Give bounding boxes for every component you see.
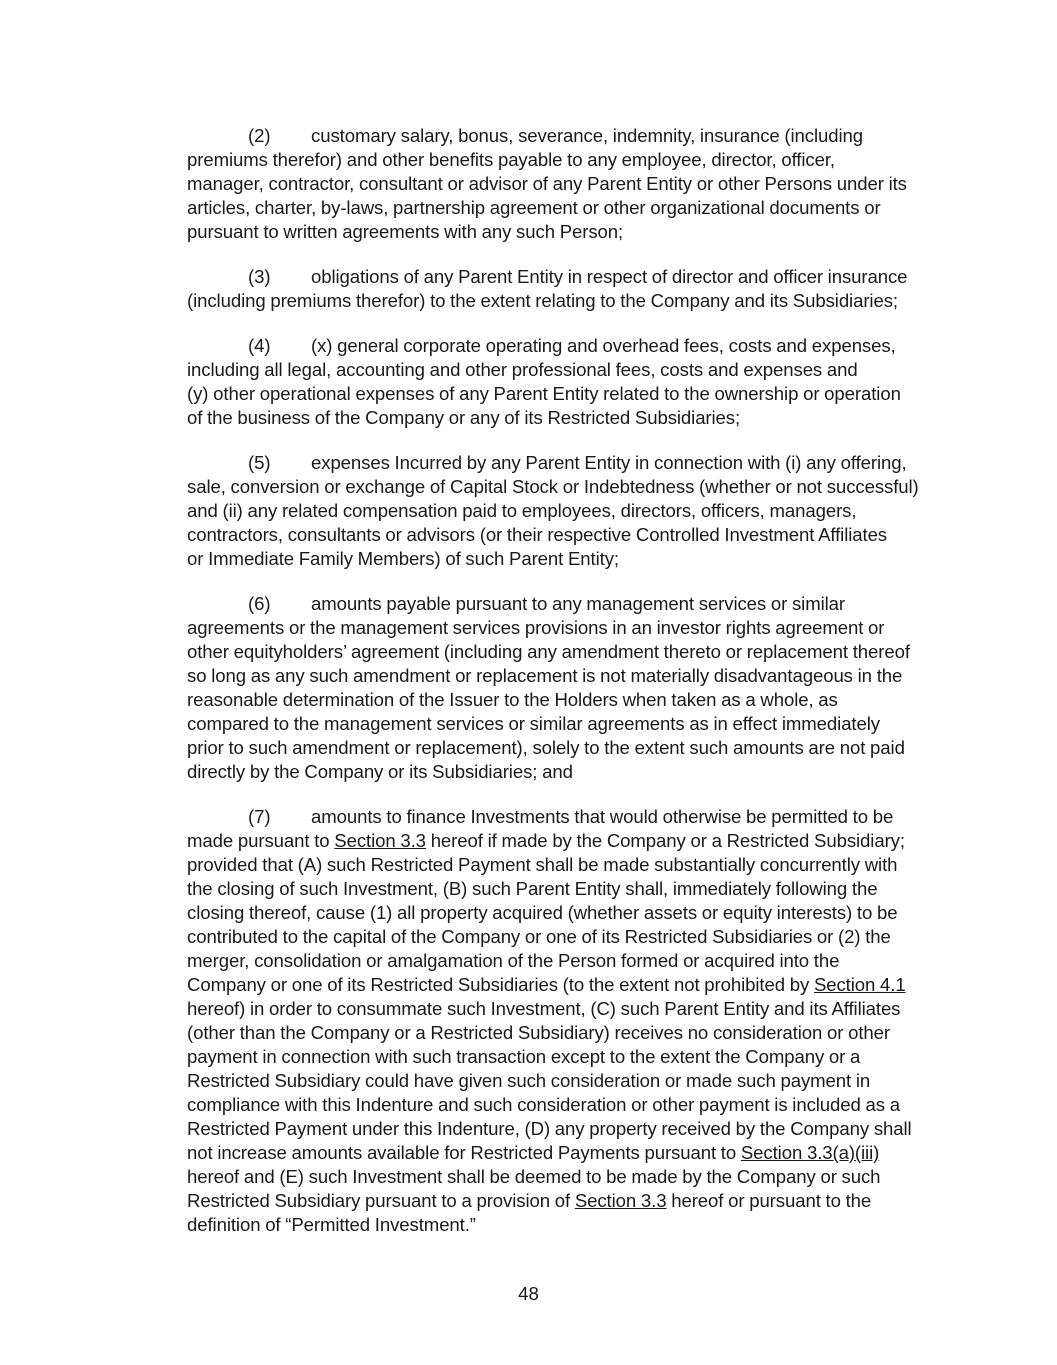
document-page [187,124,937,1258]
clause-text-line: so long as any such amendment or replacement is not materially disadvantageous in the [187,665,903,686]
clause-text-line: manager, contractor, consultant or advisor of any Parent Entity or other Persons under its [187,173,907,194]
clause-text-line: made pursuant to Section 3.3 hereof if made by the Company or a Restricted Subsidiary; [187,830,905,851]
clause-text-line: of the business of the Company or any of its Restricted Subsidiaries; [187,407,741,428]
clause-text-line: prior to such amendment or replacement), solely to the extent such amounts are not paid [187,737,905,758]
clause-2 [187,124,937,244]
clause-text-line: Company or one of its Restricted Subsidiaries (to the extent not prohibited by Section 4.1 [187,974,906,995]
clause-text-line: hereof and (E) such Investment shall be deemed to be made by the Company or such [187,1166,881,1187]
clause-number: (3) [248,266,271,287]
clause-text-line: amounts payable pursuant to any management services or similar [311,593,845,614]
clause-text-line: articles, charter, by-laws, partnership agreement or other organizational documents or [187,197,881,218]
section-reference-link[interactable]: Section 4.1 [813,974,906,995]
clause-text-line: closing thereof, cause (1) all property acquired (whether assets or equity interests) to be [187,902,898,923]
clause-number: (2) [248,125,271,146]
clause-text-line: directly by the Company or its Subsidiaries; and [187,761,573,782]
clause-text-line: payment in connection with such transaction except to the extent the Company or a [187,1046,861,1067]
clause-number: (4) [248,335,271,356]
clause-text-line: customary salary, bonus, severance, indemnity, insurance (including [311,125,863,146]
clause-text-line: and (ii) any related compensation paid to employees, directors, officers, managers, [187,500,857,521]
clause-7 [187,805,937,1237]
clause-text-line: not increase amounts available for Restricted Payments pursuant to Section 3.3(a)(iii) [187,1142,880,1163]
clause-text-line: (including premiums therefor) to the extent relating to the Company and its Subsidiaries; [187,290,898,311]
clause-text-line: Restricted Subsidiary pursuant to a provision of Section 3.3 hereof or pursuant to the [187,1190,872,1211]
clause-text-line: amounts to finance Investments that would otherwise be permitted to be [311,806,894,827]
clause-text-line: compared to the management services or similar agreements as in effect immediately [187,713,880,734]
clause-text-line: reasonable determination of the Issuer to the Holders when taken as a whole, as [187,689,838,710]
clause-5 [187,451,937,571]
clause-text-line: Restricted Subsidiary could have given such consideration or made such payment in [187,1070,871,1091]
clause-text-line: expenses Incurred by any Parent Entity in connection with (i) any offering, [311,452,907,473]
clause-6 [187,592,937,784]
clause-text-line: hereof) in order to consummate such Investment, (C) such Parent Entity and its Affiliates [187,998,901,1019]
clause-text-line: compliance with this Indenture and such consideration or other payment is included as a [187,1094,900,1115]
page-number: 48 [518,1283,539,1304]
clause-text-line: obligations of any Parent Entity in respect of director and officer insurance [311,266,908,287]
clause-text-line: the closing of such Investment, (B) such Parent Entity shall, immediately following the [187,878,878,899]
clause-4 [187,334,937,430]
clause-text-line: pursuant to written agreements with any such Person; [187,221,624,242]
clause-text-line: (x) general corporate operating and overhead fees, costs and expenses, [311,335,896,356]
clause-text-line: contributed to the capital of the Company or one of its Restricted Subsidiaries or (2) the [187,926,891,947]
clause-text-line: agreements or the management services provisions in an investor rights agreement or [187,617,885,638]
clause-number: (5) [248,452,271,473]
clause-3 [187,265,937,313]
clause-text-line: Restricted Payment under this Indenture, (D) any property received by the Company shall [187,1118,912,1139]
clause-text-line: (y) other operational expenses of any Parent Entity related to the ownership or operation [187,383,901,404]
clause-number: (6) [248,593,271,614]
section-reference-link[interactable]: Section 3.3 [334,830,426,851]
clause-text-line: (other than the Company or a Restricted Subsidiary) receives no consideration or other [187,1022,890,1043]
clause-text-line: contractors, consultants or advisors (or their respective Controlled Investment Affiliates [187,524,888,545]
clause-text-line: provided that (A) such Restricted Payment shall be made substantially concurrently with [187,854,898,875]
clause-text-line: including all legal, accounting and other professional fees, costs and expenses and [187,359,858,380]
clause-text-line: definition of “Permitted Investment.” [187,1214,476,1235]
clause-number: (7) [248,806,271,827]
section-reference-link[interactable]: Section 3.3 [574,1190,667,1211]
clause-text-line: other equityholders’ agreement (including any amendment thereto or replacement thereof [187,641,910,662]
clause-text-line: premiums therefor) and other benefits payable to any employee, director, officer, [187,149,835,170]
clause-text-line: or Immediate Family Members) of such Parent Entity; [187,548,619,569]
clause-text-line: merger, consolidation or amalgamation of the Person formed or acquired into the [187,950,840,971]
clause-text-line: sale, conversion or exchange of Capital Stock or Indebtedness (whether or not successful) [187,476,919,497]
section-reference-link[interactable]: Section 3.3(a)(iii) [740,1142,880,1163]
